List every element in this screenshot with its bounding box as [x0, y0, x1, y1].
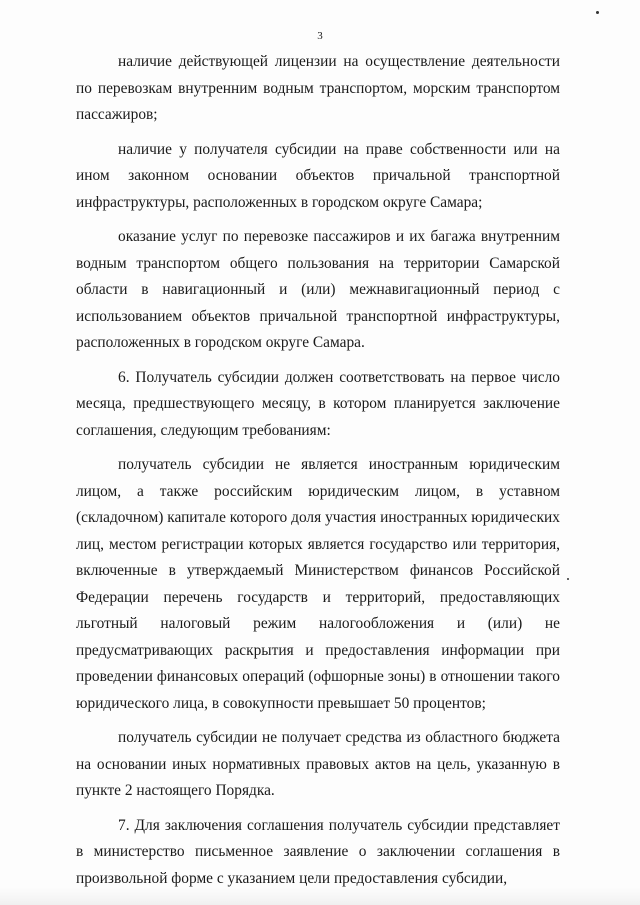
page-number: 3: [317, 30, 323, 42]
page-bottom-edge: [0, 887, 640, 905]
paragraph-license: наличие действующей лицензии на осуществление деятельности по перевозкам внутренним водным транспортом, морским транспортом пассажиров;: [76, 53, 560, 123]
paragraph-clause-6: 6. Получатель субсидии должен соответствовать на первое число месяца, предшествующего месяцу, в котором планируется заключение соглашения, следующим требованиям:: [76, 368, 560, 439]
paragraph-clause-7: 7. Для заключения соглашения получатель субсидии представляет в министерство письменное заявление о заключении соглашения в произвольной форме с указанием цели предоставления субсидии,: [76, 816, 560, 887]
scan-speck: [596, 11, 599, 14]
paragraph-foreign-entity: получатель субсидии не является иностранным юридическим лицом, а также российским юридическим лицом, в уставном (складочном) капитале которого доля участия иностранных юридических лиц, местом регистрации которых является государство или территория, включенные в утверждаемый Министерством финансов Российской Федерации перечень государств и территорий, предоставляющих льготный налоговый режим налогообложения и (или) не предусматривающих раскрытия и предоставления информации при проведении финансовых операций (офшорные зоны) в отношении такого юридического лица, в совокупности превышает 50 процентов;: [76, 456, 560, 712]
paragraph-budget-funds: получатель субсидии не получает средства из областного бюджета на основании иных нормативных правовых актов на цель, указанную в пункте 2 настоящего Порядка.: [76, 729, 560, 799]
scan-speck: [567, 578, 569, 580]
document-body: [76, 49, 560, 900]
paragraph-services: оказание услуг по перевозке пассажиров и их багажа внутренним водным транспортом общего пользования на территории Самарской области в навигационный и (или) межнавигационный период с использованием объектов причальной транспортной инфраструктуры, расположенных в городском округе Самара.: [76, 228, 560, 351]
paragraph-ownership: наличие у получателя субсидии на праве собственности или на ином законном основании объектов причальной транспортной инфраструктуры, расположенных в городском округе Самара;: [76, 140, 560, 211]
